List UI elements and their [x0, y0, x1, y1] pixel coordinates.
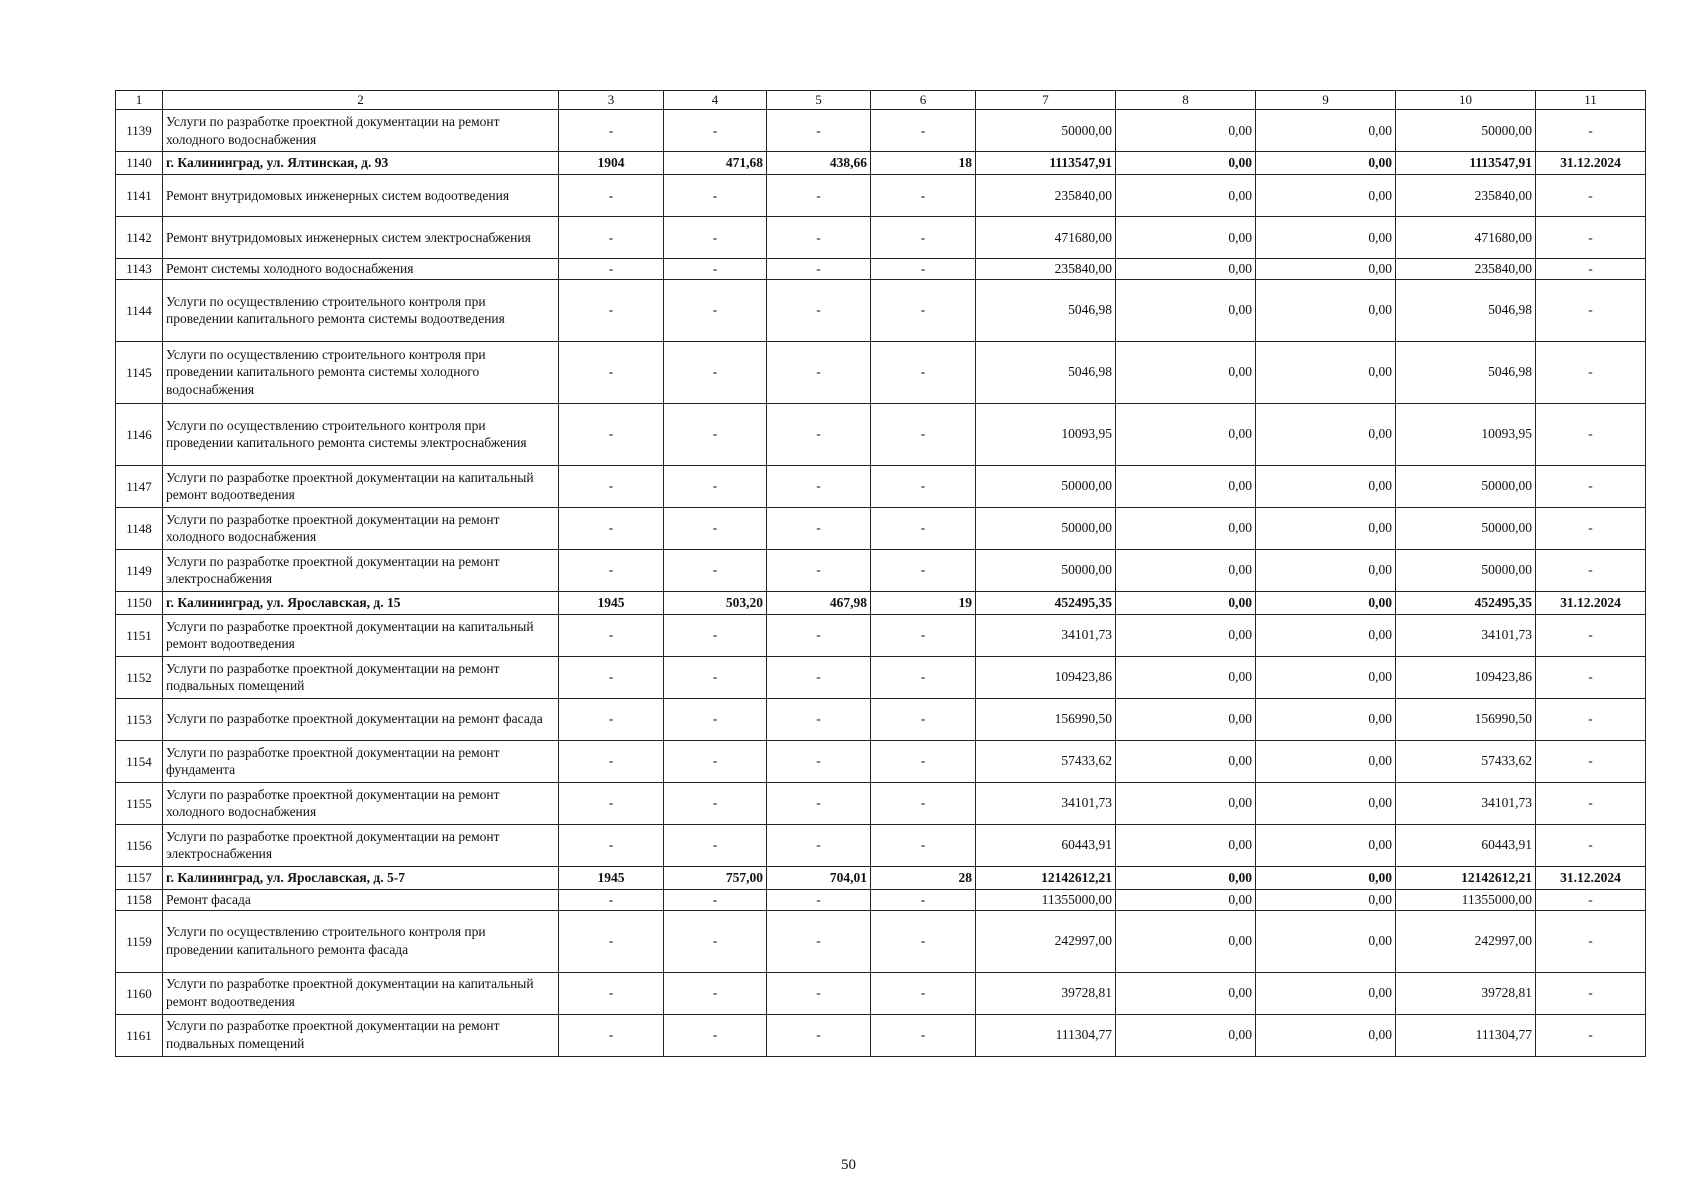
cell-residents: -: [871, 259, 976, 280]
cell-cost-col8: 0,00: [1116, 175, 1256, 217]
cell-cost-col9: 0,00: [1256, 740, 1396, 782]
cell-cost-col8: 0,00: [1116, 279, 1256, 341]
work-item-row: [116, 656, 1646, 698]
cell-residents: 19: [871, 591, 976, 614]
row-number: 1141: [116, 175, 163, 217]
column-number-header-row: [116, 91, 1646, 110]
cell-cost-col9: 0,00: [1256, 549, 1396, 591]
work-item-row: [116, 175, 1646, 217]
cell-residents: -: [871, 972, 976, 1014]
address-row: [116, 866, 1646, 889]
cell-area-living: 467,98: [767, 591, 871, 614]
cell-area-total: -: [664, 1014, 767, 1056]
cell-area-total: -: [664, 614, 767, 656]
work-item-row: [116, 279, 1646, 341]
col-header-7: 7: [976, 91, 1116, 110]
page-number: 50: [841, 1157, 856, 1173]
cell-area-living: -: [767, 910, 871, 972]
cell-cost-col10: 5046,98: [1396, 341, 1536, 403]
cell-cost-total: 111304,77: [976, 1014, 1116, 1056]
cell-cost-col9: 0,00: [1256, 824, 1396, 866]
row-number: 1143: [116, 259, 163, 280]
cell-deadline: -: [1536, 549, 1646, 591]
cell-area-total: 757,00: [664, 866, 767, 889]
cell-area-living: -: [767, 656, 871, 698]
cell-residents: 28: [871, 866, 976, 889]
col-header-5: 5: [767, 91, 871, 110]
cell-deadline: 31.12.2024: [1536, 866, 1646, 889]
cell-cost-col10: 235840,00: [1396, 259, 1536, 280]
cell-deadline: -: [1536, 507, 1646, 549]
cell-area-total: -: [664, 465, 767, 507]
work-description: Услуги по осуществлению строительного контроля при проведении капитального ремонта системы холодного водоснабжения: [163, 341, 559, 403]
cell-cost-col10: 1113547,91: [1396, 152, 1536, 175]
cell-cost-total: 34101,73: [976, 614, 1116, 656]
cell-cost-col8: 0,00: [1116, 782, 1256, 824]
cell-cost-total: 156990,50: [976, 698, 1116, 740]
cell-deadline: -: [1536, 1014, 1646, 1056]
cell-area-living: 704,01: [767, 866, 871, 889]
cell-area-total: -: [664, 910, 767, 972]
cell-deadline: -: [1536, 217, 1646, 259]
work-item-row: [116, 507, 1646, 549]
cell-cost-col10: 50000,00: [1396, 507, 1536, 549]
cell-cost-total: 60443,91: [976, 824, 1116, 866]
cell-area-total: -: [664, 217, 767, 259]
cell-cost-total: 471680,00: [976, 217, 1116, 259]
cell-area-total: -: [664, 740, 767, 782]
cell-area-total: 503,20: [664, 591, 767, 614]
row-number: 1145: [116, 341, 163, 403]
cell-deadline: -: [1536, 403, 1646, 465]
work-item-row: [116, 698, 1646, 740]
cell-area-living: -: [767, 824, 871, 866]
cell-cost-col8: 0,00: [1116, 217, 1256, 259]
col-header-6: 6: [871, 91, 976, 110]
cell-cost-col10: 34101,73: [1396, 782, 1536, 824]
cell-deadline: 31.12.2024: [1536, 152, 1646, 175]
work-description: Услуги по разработке проектной документации на ремонт холодного водоснабжения: [163, 782, 559, 824]
col-header-9: 9: [1256, 91, 1396, 110]
cell-deadline: -: [1536, 824, 1646, 866]
cell-cost-col9: 0,00: [1256, 403, 1396, 465]
work-item-row: [116, 972, 1646, 1014]
cell-year: -: [559, 656, 664, 698]
cell-cost-col8: 0,00: [1116, 259, 1256, 280]
cell-area-total: -: [664, 507, 767, 549]
cell-area-living: -: [767, 740, 871, 782]
cell-cost-col10: 5046,98: [1396, 279, 1536, 341]
cell-year: -: [559, 507, 664, 549]
cell-area-living: 438,66: [767, 152, 871, 175]
row-number: 1139: [116, 110, 163, 152]
row-number: 1161: [116, 1014, 163, 1056]
row-number: 1148: [116, 507, 163, 549]
cell-year: -: [559, 782, 664, 824]
work-description: Услуги по осуществлению строительного контроля при проведении капитального ремонта системы электроснабжения: [163, 403, 559, 465]
cell-cost-col8: 0,00: [1116, 740, 1256, 782]
cell-cost-col9: 0,00: [1256, 972, 1396, 1014]
cell-deadline: -: [1536, 972, 1646, 1014]
work-item-row: [116, 259, 1646, 280]
row-number: 1142: [116, 217, 163, 259]
address-label: г. Калининград, ул. Ялтинская, д. 93: [163, 152, 559, 175]
cell-cost-col8: 0,00: [1116, 972, 1256, 1014]
cell-deadline: -: [1536, 465, 1646, 507]
work-description: Услуги по осуществлению строительного контроля при проведении капитального ремонта системы водоотведения: [163, 279, 559, 341]
cell-cost-total: 39728,81: [976, 972, 1116, 1014]
work-item-row: [116, 465, 1646, 507]
cell-area-living: -: [767, 614, 871, 656]
cell-year: -: [559, 549, 664, 591]
work-item-row: [116, 614, 1646, 656]
cell-cost-col9: 0,00: [1256, 1014, 1396, 1056]
cell-cost-col9: 0,00: [1256, 656, 1396, 698]
row-number: 1159: [116, 910, 163, 972]
cell-cost-col9: 0,00: [1256, 152, 1396, 175]
cell-cost-col8: 0,00: [1116, 824, 1256, 866]
cell-cost-col10: 111304,77: [1396, 1014, 1536, 1056]
address-row: [116, 591, 1646, 614]
cell-cost-col9: 0,00: [1256, 698, 1396, 740]
work-description: Услуги по осуществлению строительного контроля при проведении капитального ремонта фасада: [163, 910, 559, 972]
cell-cost-total: 452495,35: [976, 591, 1116, 614]
cell-cost-col9: 0,00: [1256, 259, 1396, 280]
cell-cost-total: 242997,00: [976, 910, 1116, 972]
cell-year: -: [559, 824, 664, 866]
work-description: Услуги по разработке проектной документации на ремонт фундамента: [163, 740, 559, 782]
cell-area-living: -: [767, 403, 871, 465]
cell-cost-col8: 0,00: [1116, 549, 1256, 591]
cell-year: 1945: [559, 866, 664, 889]
cell-area-total: -: [664, 175, 767, 217]
cell-year: -: [559, 698, 664, 740]
cell-deadline: -: [1536, 259, 1646, 280]
row-number: 1149: [116, 549, 163, 591]
cell-area-total: -: [664, 549, 767, 591]
row-number: 1152: [116, 656, 163, 698]
work-item-row: [116, 824, 1646, 866]
address-label: г. Калининград, ул. Ярославская, д. 5-7: [163, 866, 559, 889]
cell-cost-col10: 50000,00: [1396, 465, 1536, 507]
work-description: Услуги по разработке проектной документации на ремонт подвальных помещений: [163, 1014, 559, 1056]
cell-deadline: 31.12.2024: [1536, 591, 1646, 614]
cell-year: -: [559, 259, 664, 280]
cell-area-living: -: [767, 110, 871, 152]
cell-area-living: -: [767, 507, 871, 549]
cell-cost-total: 57433,62: [976, 740, 1116, 782]
work-description: Услуги по разработке проектной документации на ремонт холодного водоснабжения: [163, 507, 559, 549]
work-description: Ремонт внутридомовых инженерных систем электроснабжения: [163, 217, 559, 259]
cell-residents: -: [871, 110, 976, 152]
work-description: Услуги по разработке проектной документации на ремонт электроснабжения: [163, 824, 559, 866]
cell-area-living: -: [767, 698, 871, 740]
cell-deadline: -: [1536, 698, 1646, 740]
cell-cost-total: 34101,73: [976, 782, 1116, 824]
cell-cost-total: 5046,98: [976, 341, 1116, 403]
cell-cost-total: 235840,00: [976, 175, 1116, 217]
cell-area-living: -: [767, 972, 871, 1014]
cell-residents: -: [871, 782, 976, 824]
cell-cost-col8: 0,00: [1116, 910, 1256, 972]
cell-cost-col9: 0,00: [1256, 217, 1396, 259]
cell-cost-col10: 452495,35: [1396, 591, 1536, 614]
col-header-2: 2: [163, 91, 559, 110]
cell-deadline: -: [1536, 889, 1646, 910]
cell-residents: -: [871, 656, 976, 698]
cell-area-total: 471,68: [664, 152, 767, 175]
cell-area-total: -: [664, 403, 767, 465]
cell-area-living: -: [767, 889, 871, 910]
cell-cost-col8: 0,00: [1116, 889, 1256, 910]
cell-cost-col8: 0,00: [1116, 1014, 1256, 1056]
cell-cost-col10: 10093,95: [1396, 403, 1536, 465]
cell-deadline: -: [1536, 110, 1646, 152]
cell-area-total: -: [664, 341, 767, 403]
work-item-row: [116, 910, 1646, 972]
cell-cost-col10: 50000,00: [1396, 549, 1536, 591]
cell-cost-total: 5046,98: [976, 279, 1116, 341]
cell-year: -: [559, 175, 664, 217]
cell-cost-col8: 0,00: [1116, 403, 1256, 465]
work-item-row: [116, 403, 1646, 465]
cell-deadline: -: [1536, 341, 1646, 403]
row-number: 1157: [116, 866, 163, 889]
col-header-1: 1: [116, 91, 163, 110]
cell-cost-col10: 12142612,21: [1396, 866, 1536, 889]
cell-cost-total: 235840,00: [976, 259, 1116, 280]
work-item-row: [116, 549, 1646, 591]
cell-residents: -: [871, 824, 976, 866]
work-description: Услуги по разработке проектной документации на ремонт холодного водоснабжения: [163, 110, 559, 152]
cell-area-total: -: [664, 889, 767, 910]
cell-area-total: -: [664, 824, 767, 866]
cell-deadline: -: [1536, 279, 1646, 341]
cell-year: -: [559, 889, 664, 910]
cell-deadline: -: [1536, 656, 1646, 698]
cell-cost-col9: 0,00: [1256, 614, 1396, 656]
row-number: 1158: [116, 889, 163, 910]
cell-year: -: [559, 614, 664, 656]
cell-year: -: [559, 403, 664, 465]
cell-cost-total: 1113547,91: [976, 152, 1116, 175]
row-number: 1144: [116, 279, 163, 341]
cell-year: -: [559, 110, 664, 152]
cell-year: -: [559, 341, 664, 403]
cell-area-living: -: [767, 549, 871, 591]
cell-cost-col10: 156990,50: [1396, 698, 1536, 740]
cell-cost-col9: 0,00: [1256, 591, 1396, 614]
cell-cost-total: 50000,00: [976, 507, 1116, 549]
cell-cost-col8: 0,00: [1116, 152, 1256, 175]
cell-deadline: -: [1536, 614, 1646, 656]
work-description: Услуги по разработке проектной документации на ремонт электроснабжения: [163, 549, 559, 591]
cell-cost-col8: 0,00: [1116, 341, 1256, 403]
work-description: Услуги по разработке проектной документации на капитальный ремонт водоотведения: [163, 972, 559, 1014]
work-item-row: [116, 782, 1646, 824]
cell-residents: -: [871, 465, 976, 507]
cell-area-total: -: [664, 972, 767, 1014]
cell-cost-col9: 0,00: [1256, 866, 1396, 889]
cell-area-living: -: [767, 782, 871, 824]
cell-residents: -: [871, 549, 976, 591]
cell-cost-col10: 11355000,00: [1396, 889, 1536, 910]
cell-cost-col9: 0,00: [1256, 782, 1396, 824]
col-header-11: 11: [1536, 91, 1646, 110]
cell-cost-col9: 0,00: [1256, 910, 1396, 972]
cell-year: -: [559, 217, 664, 259]
cell-cost-col9: 0,00: [1256, 175, 1396, 217]
work-item-row: [116, 341, 1646, 403]
cell-residents: -: [871, 1014, 976, 1056]
work-description: Услуги по разработке проектной документации на капитальный ремонт водоотведения: [163, 614, 559, 656]
row-number: 1156: [116, 824, 163, 866]
cell-year: -: [559, 465, 664, 507]
cell-cost-total: 12142612,21: [976, 866, 1116, 889]
col-header-4: 4: [664, 91, 767, 110]
cell-cost-col10: 242997,00: [1396, 910, 1536, 972]
row-number: 1160: [116, 972, 163, 1014]
cell-cost-total: 50000,00: [976, 465, 1116, 507]
work-item-row: [116, 889, 1646, 910]
work-item-row: [116, 740, 1646, 782]
work-item-row: [116, 1014, 1646, 1056]
cell-area-living: -: [767, 217, 871, 259]
cell-cost-col8: 0,00: [1116, 656, 1256, 698]
cell-cost-total: 11355000,00: [976, 889, 1116, 910]
cell-cost-total: 109423,86: [976, 656, 1116, 698]
cell-cost-col10: 34101,73: [1396, 614, 1536, 656]
cell-cost-col8: 0,00: [1116, 698, 1256, 740]
cell-residents: -: [871, 279, 976, 341]
cell-cost-col10: 235840,00: [1396, 175, 1536, 217]
work-description: Услуги по разработке проектной документации на ремонт подвальных помещений: [163, 656, 559, 698]
work-description: Ремонт фасада: [163, 889, 559, 910]
work-description: Услуги по разработке проектной документации на капитальный ремонт водоотведения: [163, 465, 559, 507]
work-description: Ремонт внутридомовых инженерных систем водоотведения: [163, 175, 559, 217]
cell-cost-col10: 471680,00: [1396, 217, 1536, 259]
cell-cost-col10: 60443,91: [1396, 824, 1536, 866]
cell-cost-total: 50000,00: [976, 549, 1116, 591]
cell-cost-col8: 0,00: [1116, 507, 1256, 549]
cell-residents: -: [871, 341, 976, 403]
cell-cost-col8: 0,00: [1116, 866, 1256, 889]
row-number: 1150: [116, 591, 163, 614]
cell-area-total: -: [664, 656, 767, 698]
address-label: г. Калининград, ул. Ярославская, д. 15: [163, 591, 559, 614]
cell-area-living: -: [767, 341, 871, 403]
cell-area-living: -: [767, 1014, 871, 1056]
cell-year: -: [559, 910, 664, 972]
cell-cost-col9: 0,00: [1256, 889, 1396, 910]
row-number: 1155: [116, 782, 163, 824]
cell-cost-col8: 0,00: [1116, 591, 1256, 614]
cell-cost-col10: 39728,81: [1396, 972, 1536, 1014]
cell-cost-col10: 109423,86: [1396, 656, 1536, 698]
capital-repair-table: [115, 90, 1646, 1057]
work-description: Услуги по разработке проектной документации на ремонт фасада: [163, 698, 559, 740]
cell-cost-col8: 0,00: [1116, 465, 1256, 507]
cell-year: 1945: [559, 591, 664, 614]
cell-cost-col9: 0,00: [1256, 110, 1396, 152]
cell-residents: -: [871, 175, 976, 217]
work-item-row: [116, 110, 1646, 152]
cell-cost-col9: 0,00: [1256, 507, 1396, 549]
col-header-10: 10: [1396, 91, 1536, 110]
cell-cost-col9: 0,00: [1256, 465, 1396, 507]
cell-year: -: [559, 740, 664, 782]
cell-cost-total: 10093,95: [976, 403, 1116, 465]
cell-cost-col8: 0,00: [1116, 110, 1256, 152]
cell-cost-col9: 0,00: [1256, 341, 1396, 403]
cell-residents: -: [871, 740, 976, 782]
cell-area-total: -: [664, 782, 767, 824]
cell-deadline: -: [1536, 740, 1646, 782]
cell-residents: -: [871, 614, 976, 656]
cell-cost-col10: 50000,00: [1396, 110, 1536, 152]
cell-area-total: -: [664, 259, 767, 280]
cell-area-total: -: [664, 110, 767, 152]
row-number: 1151: [116, 614, 163, 656]
cell-area-total: -: [664, 279, 767, 341]
cell-cost-total: 50000,00: [976, 110, 1116, 152]
cell-area-living: -: [767, 279, 871, 341]
cell-area-living: -: [767, 465, 871, 507]
row-number: 1140: [116, 152, 163, 175]
address-row: [116, 152, 1646, 175]
col-header-3: 3: [559, 91, 664, 110]
cell-year: -: [559, 1014, 664, 1056]
row-number: 1147: [116, 465, 163, 507]
row-number: 1153: [116, 698, 163, 740]
row-number: 1146: [116, 403, 163, 465]
cell-area-total: -: [664, 698, 767, 740]
cell-residents: -: [871, 403, 976, 465]
cell-deadline: -: [1536, 175, 1646, 217]
cell-cost-col8: 0,00: [1116, 614, 1256, 656]
cell-residents: -: [871, 698, 976, 740]
cell-deadline: -: [1536, 782, 1646, 824]
work-description: Ремонт системы холодного водоснабжения: [163, 259, 559, 280]
cell-cost-col10: 57433,62: [1396, 740, 1536, 782]
work-item-row: [116, 217, 1646, 259]
cell-residents: -: [871, 889, 976, 910]
cell-residents: -: [871, 507, 976, 549]
cell-year: -: [559, 972, 664, 1014]
cell-year: -: [559, 279, 664, 341]
cell-residents: -: [871, 910, 976, 972]
cell-cost-col9: 0,00: [1256, 279, 1396, 341]
cell-year: 1904: [559, 152, 664, 175]
cell-deadline: -: [1536, 910, 1646, 972]
row-number: 1154: [116, 740, 163, 782]
cell-area-living: -: [767, 259, 871, 280]
cell-residents: -: [871, 217, 976, 259]
col-header-8: 8: [1116, 91, 1256, 110]
cell-area-living: -: [767, 175, 871, 217]
cell-residents: 18: [871, 152, 976, 175]
